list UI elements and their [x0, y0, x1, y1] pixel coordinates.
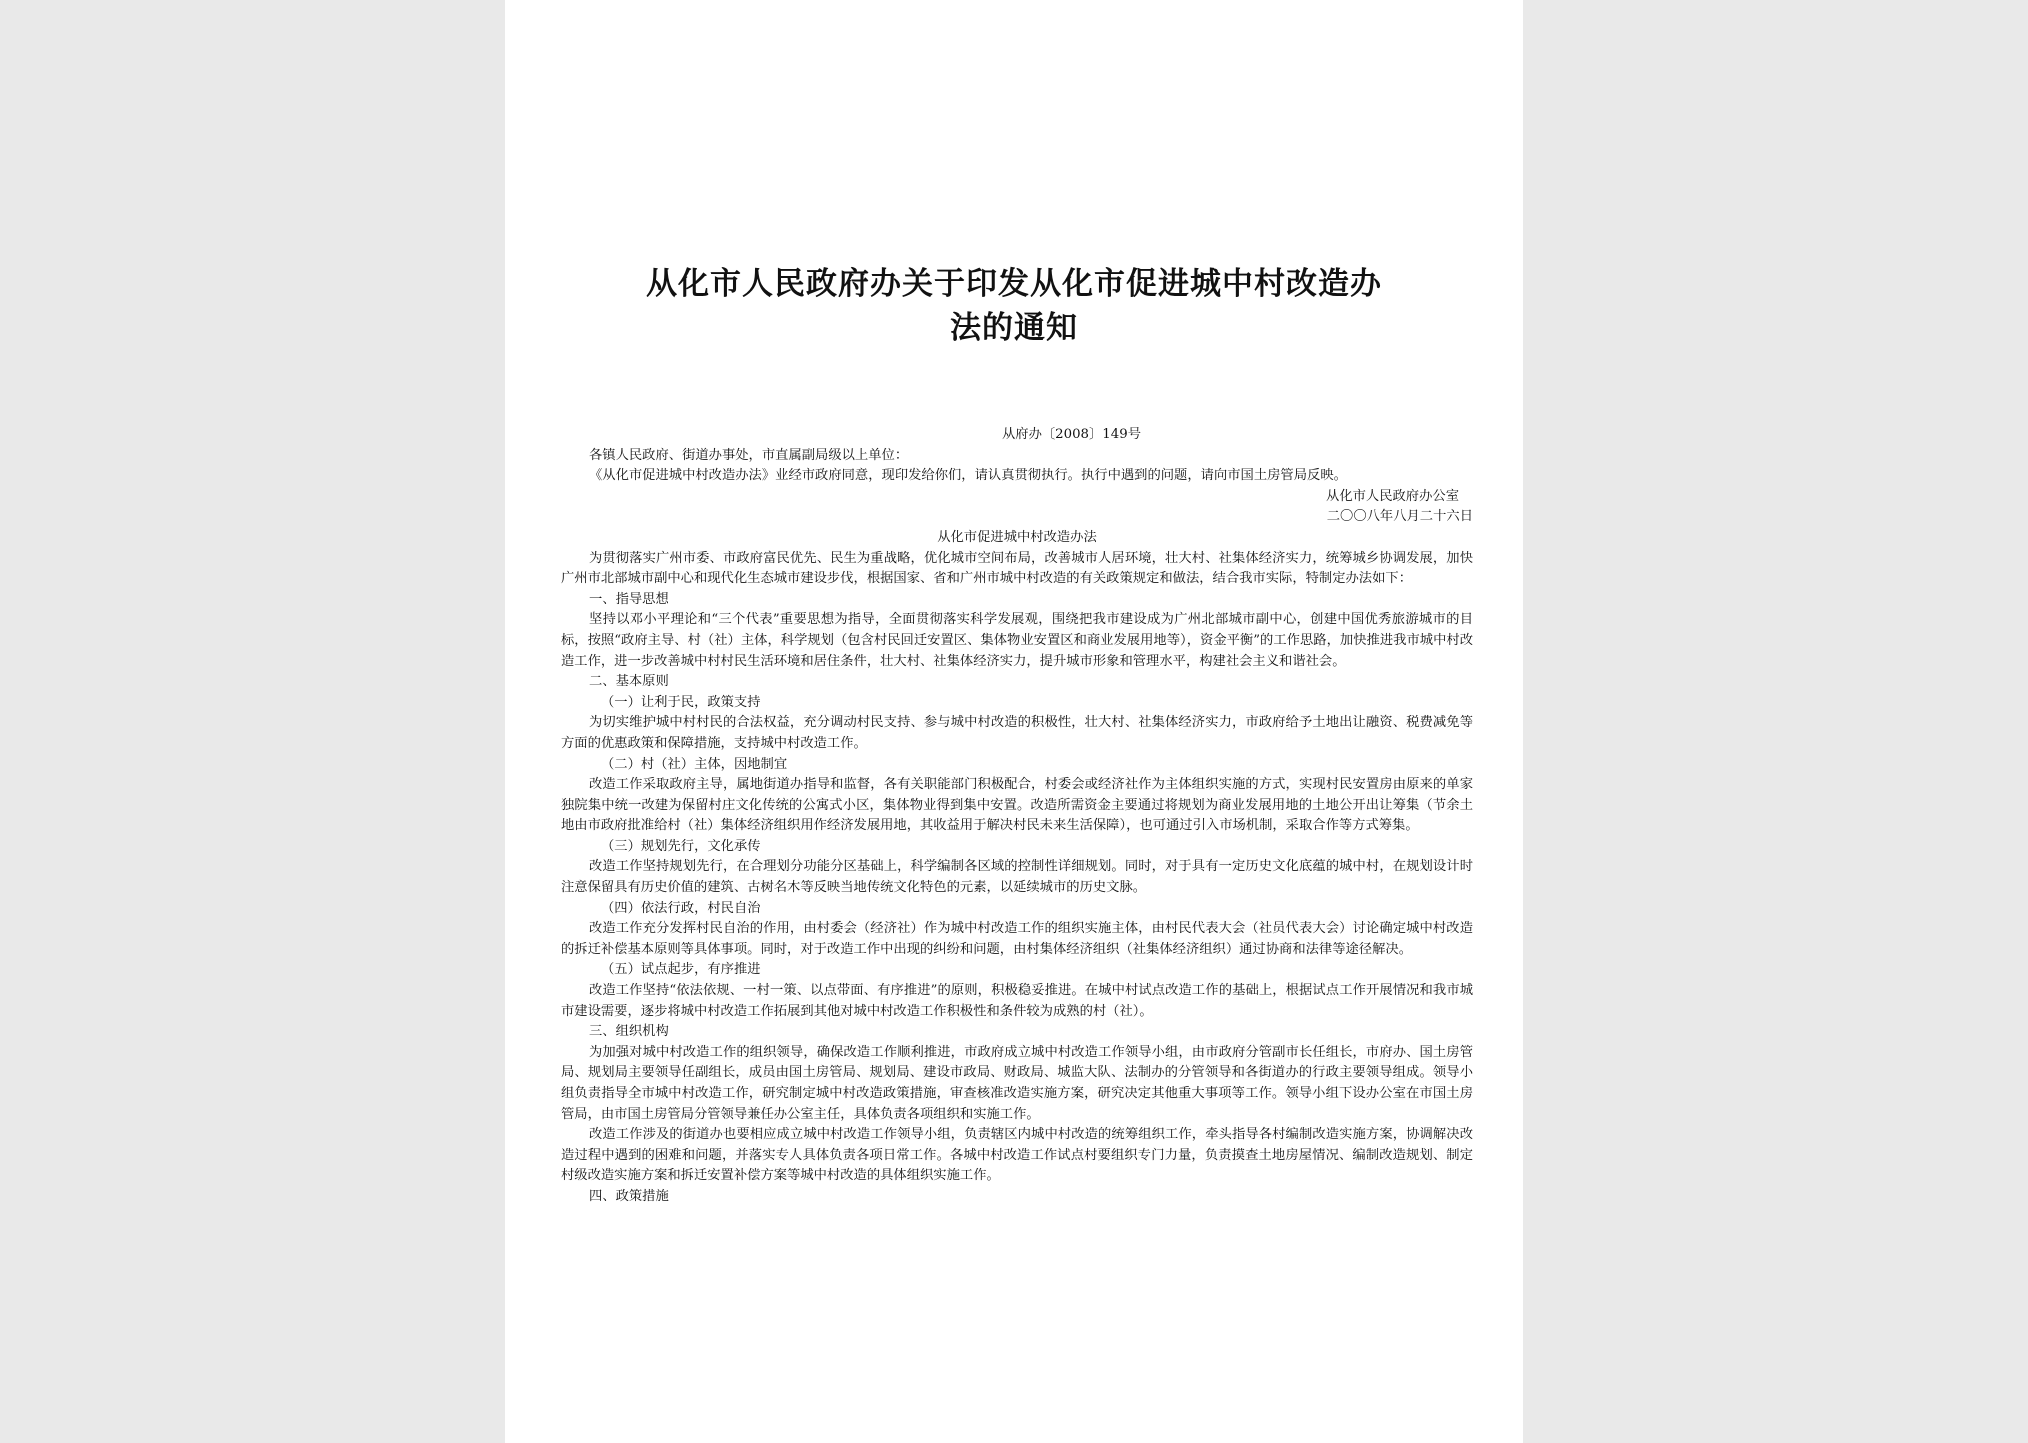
section-paragraph: 改造工作坚持“依法依规、一村一策、以点带面、有序推进”的原则，积极稳妥推进。在城中村试点改造工作的基础上，根据试点工作开展情况和我市城市建设需要，逐步将城中村改造工作拓展到其他对城中村改造工作积极性和条件较为成熟的村（社）。	[561, 983, 1473, 1019]
preamble-paragraph: 为贯彻落实广州市委、市政府富民优先、民生为重战略，优化城市空间布局，改善城市人居环境，壮大村、社集体经济实力，统筹城乡协调发展，加快广州市北部城市副中心和现代化生态城市建设步伐，根据国家、省和广州市城中村改造的有关政策规定和做法，结合我市实际，特制定办法如下：	[561, 550, 1473, 587]
section-paragraph: 改造工作坚持规划先行，在合理划分功能分区基础上，科学编制各区域的控制性详细规划。同时，对于具有一定历史文化底蕴的城中村，在规划设计时注意保留具有历史价值的建筑、古树名木等反映当地传统文化特色的元素，以延续城市的历史文脉。	[561, 859, 1473, 896]
section-paragraph: 改造工作涉及的街道办也要相应成立城中村改造工作领导小组，负责辖区内城中村改造的统筹组织工作，牵头指导各村编制改造实施方案，协调解决改造过程中遇到的困难和问题，并落实专人具体负责各项日常工作。各城中村改造工作试点村要组织专门力量，负责摸查土地房屋情况、编制改造规划、制定村级改造实施方案和拆迁安置补偿方案等城中村改造的具体组织实施工作。	[561, 1127, 1473, 1184]
section-paragraph: 坚持以邓小平理论和“三个代表”重要思想为指导，全面贯彻落实科学发展观，围绕把我市建设成为广州北部城市副中心，创建中国优秀旅游城市的目标，按照“政府主导、村（社）主体，科学规划（包含村民回迁安置区、集体物业安置区和商业发展用地等），资金平衡”的工作思路，加快推进我市城中村改造工作，进一步改善城中村村民生活环境和居住条件，壮大村、社集体经济实力，提升城市形象和管理水平，构建社会主义和谐社会。	[561, 612, 1473, 669]
section-heading: 三、组织机构	[589, 1024, 669, 1040]
signature-organization: 从化市人民政府办公室	[1326, 488, 1459, 504]
subsection-heading: （五）试点起步，有序推进	[601, 962, 761, 978]
signature-date: 二〇〇八年八月二十六日	[1326, 509, 1473, 525]
intro-paragraph: 《从化市促进城中村改造办法》业经市政府同意，现印发给你们，请认真贯彻执行。执行中遇到的问题，请向市国土房管局反映。	[589, 468, 1347, 484]
section-heading: 四、政策措施	[589, 1188, 669, 1204]
subsection-heading: （二）村（社）主体，因地制宜	[601, 756, 788, 772]
attachment-title: 从化市促进城中村改造办法	[937, 529, 1097, 545]
subsection-heading: （四）依法行政，村民自治	[601, 900, 761, 916]
subsection-heading: （三）规划先行，文化承传	[601, 838, 761, 854]
section-heading: 二、基本原则	[589, 674, 669, 690]
section-paragraph: 为切实维护城中村村民的合法权益，充分调动村民支持、参与城中村改造的积极性，壮大村、社集体经济实力，市政府给予土地出让融资、税费减免等方面的优惠政策和保障措施，支持城中村改造工作。	[561, 715, 1473, 751]
section-heading: 一、指导思想	[589, 591, 669, 607]
addressee: 各镇人民政府、街道办事处，市直属副局级以上单位：	[589, 447, 909, 463]
subsection-heading: （一）让利于民，政策支持	[601, 694, 761, 710]
document-title	[505, 262, 1523, 350]
title-line-2: 法的通知	[950, 310, 1078, 346]
document-number: 从府办〔2008〕149号	[1001, 427, 1141, 442]
section-paragraph: 改造工作充分发挥村民自治的作用，由村委会（经济社）作为城中村改造工作的组织实施主体，由村民代表大会（社员代表大会）讨论确定城中村改造的拆迁补偿基本原则等具体事项。同时，对于改造工作中出现的纠纷和问题，由村集体经济组织（社集体经济组织）通过协商和法律等途径解决。	[561, 921, 1473, 957]
document-body	[561, 425, 1473, 1208]
title-line-1: 从化市人民政府办关于印发从化市促进城中村改造办	[646, 266, 1382, 302]
document-page	[505, 0, 1523, 1443]
section-paragraph: 改造工作采取政府主导，属地街道办指导和监督，各有关职能部门积极配合，村委会或经济社作为主体组织实施的方式，实现村民安置房由原来的单家独院集中统一改建为保留村庄文化传统的公寓式小区，集体物业得到集中安置。改造所需资金主要通过将规划为商业发展用地的土地公开出让筹集（节余土地由市政府批准给村（社）集体经济组织用作经济发展用地，其收益用于解决村民未来生活保障），也可通过引入市场机制，采取合作等方式筹集。	[561, 777, 1473, 834]
section-paragraph: 为加强对城中村改造工作的组织领导，确保改造工作顺利推进，市政府成立城中村改造工作领导小组，由市政府分管副市长任组长，市府办、国土房管局、规划局主要领导任副组长，成员由国土房管局、规划局、建设市政局、财政局、城监大队、法制办的分管领导和各街道办的行政主要领导组成。领导小组负责指导全市城中村改造工作，研究制定城中村改造政策措施，审查核准改造实施方案，研究决定其他重大事项等工作。领导小组下设办公室在市国土房管局，由市国土房管局分管领导兼任办公室主任，具体负责各项组织和实施工作。	[561, 1044, 1473, 1122]
